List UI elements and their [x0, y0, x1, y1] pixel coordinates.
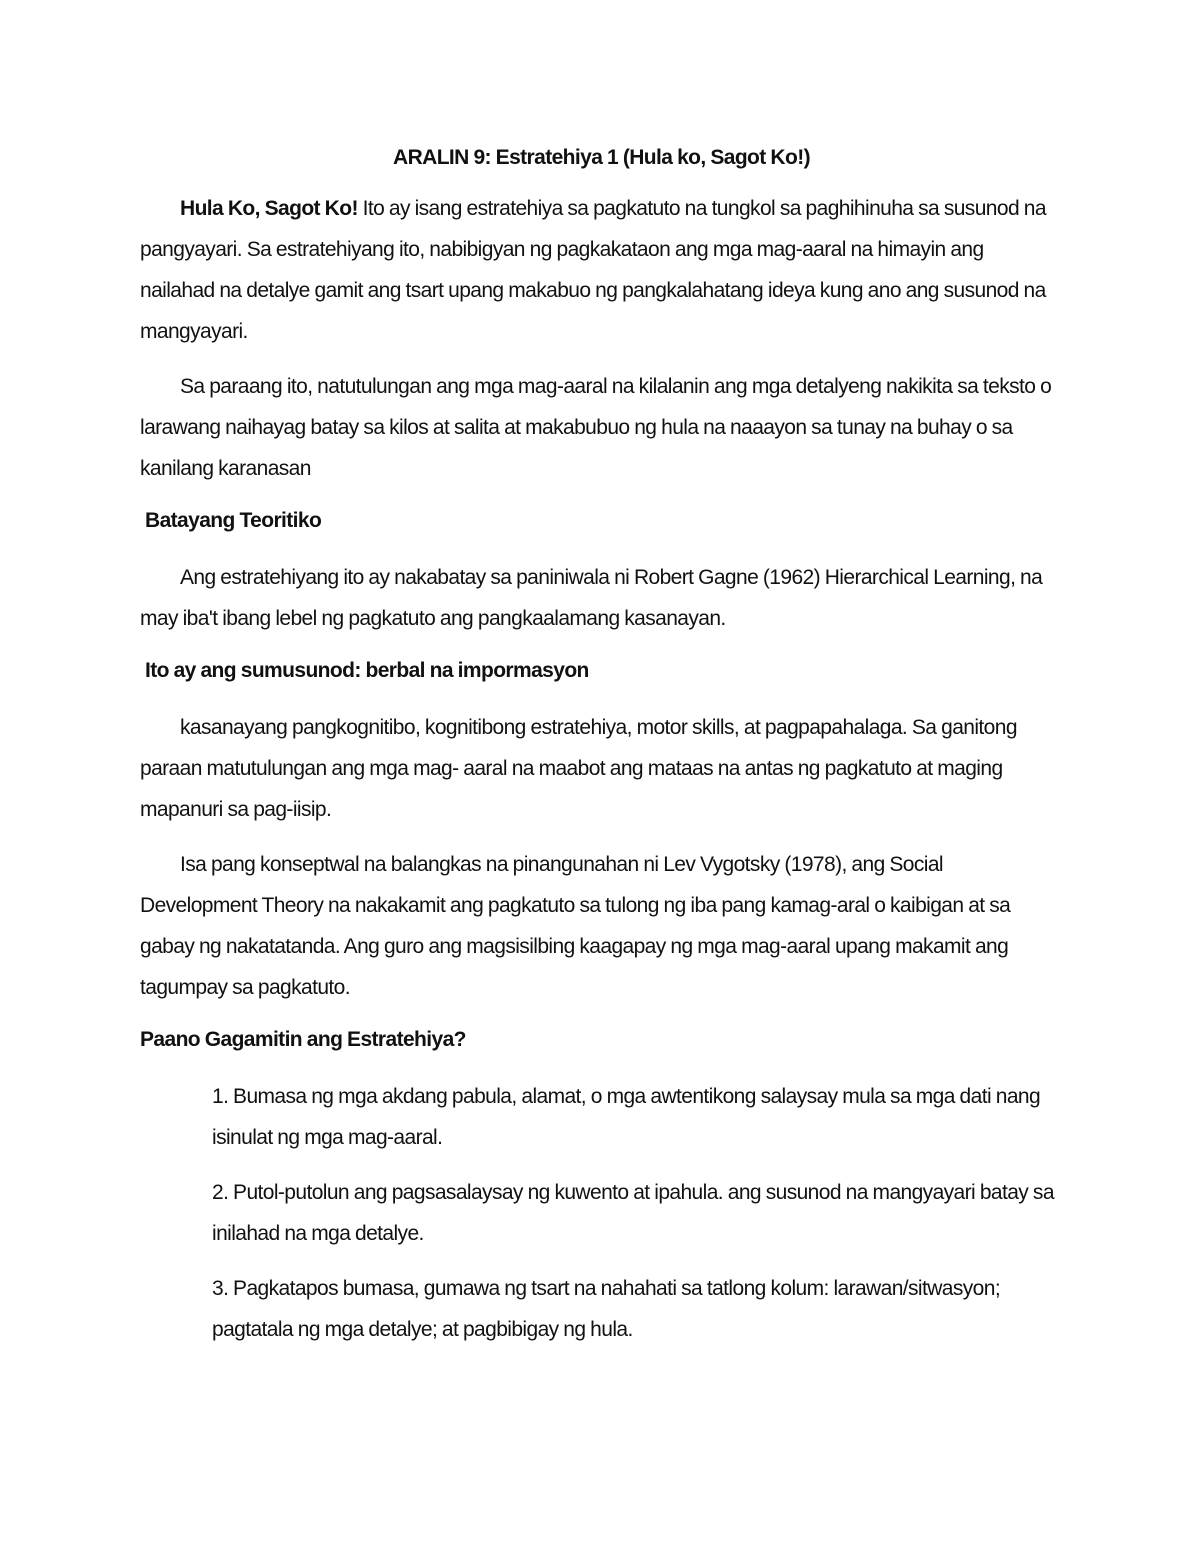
intro-text: Ito ay isang estratehiya sa pagkatuto na tungkol sa paghihinuha sa susunod na pangyayari. Sa estratehiyang ito, nabibigyan ng pagkakataon ang mga mag-aaral na himayin ang nailahad na detalye gamit ang tsart upang makabuo ng pangkalahatang ideya kung ano ang susunod na mangyayari.: [140, 197, 1046, 343]
paragraph-method: Sa paraang ito, natutulungan ang mga mag-aaral na kilalanin ang mga detalyeng nakikita sa teksto o larawang naihayag batay sa kilos at salita at makabubuo ng hula na naaayon sa tunay na buhay o sa kanilang karanasan: [140, 375, 1052, 480]
paragraph-theory: Ang estratehiyang ito ay nakabatay sa paniniwala ni Robert Gagne (1962) Hierarchical Learning, na may iba't ibang lebel ng pagkatuto ang pangkaalamang kasanayan.: [140, 566, 1043, 630]
list-item: 3. Pagkatapos bumasa, gumawa ng tsart na nahahati sa tatlong kolum: larawan/sitwasyon; pagtatala ng mga detalye; at pagbibigay ng hula.: [212, 1277, 1001, 1341]
intro-paragraph: [140, 188, 1055, 352]
heading-howto: Paano Gagamitin ang Estratehiya?: [140, 1028, 466, 1051]
intro-lead: Hula Ko, Sagot Ko!: [180, 197, 358, 220]
steps-list: [140, 1076, 1055, 1350]
heading-theory: Batayang Teoritiko: [145, 509, 322, 532]
paragraph-following: kasanayang pangkognitibo, kognitibong estratehiya, motor skills, at pagpapahalaga. Sa ganitong paraan matutulungan ang mga mag- aaral na maabot ang mataas na antas ng pagkatuto at maging mapanuri sa pag-iisip.: [140, 716, 1017, 821]
document-body: [140, 140, 1055, 1364]
heading-following: Ito ay ang sumusunod: berbal na impormasyon: [145, 659, 589, 682]
list-item: 1. Bumasa ng mga akdang pabula, alamat, o mga awtentikong salaysay mula sa mga dati nang isinulat ng mga mag-aaral.: [212, 1085, 1041, 1149]
paragraph-vygotsky: Isa pang konseptwal na balangkas na pinangunahan ni Lev Vygotsky (1978), ang Social Development Theory na nakakamit ang pagkatuto sa tulong ng iba pang kamag-aral o kaibigan at sa gabay ng nakatatanda. Ang guro ang magsisilbing kaagapay ng mga mag-aaral upang makamit ang tagumpay sa pagkatuto.: [140, 853, 1011, 999]
document-title: ARALIN 9: Estratehiya 1 (Hula ko, Sagot Ko!): [393, 146, 810, 169]
list-item: 2. Putol-putolun ang pagsasalaysay ng kuwento at ipahula. ang susunod na mangyayari batay sa inilahad na mga detalye.: [212, 1181, 1054, 1245]
